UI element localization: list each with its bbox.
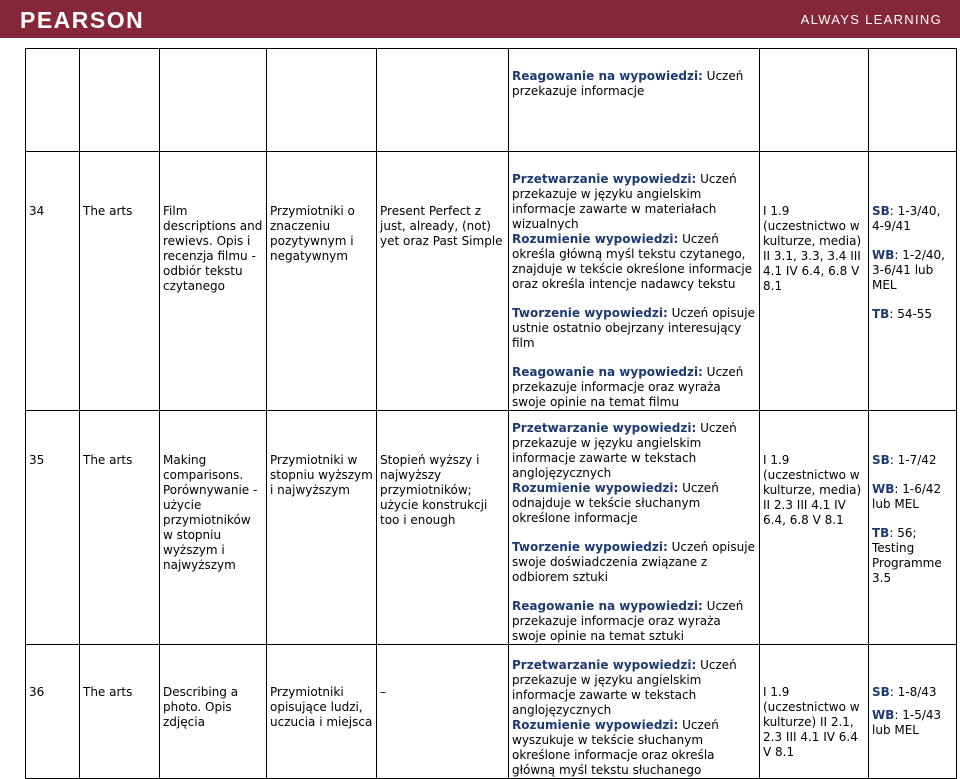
skill-entry (512, 421, 756, 481)
skill-entry (512, 232, 756, 292)
materials-cell (869, 411, 957, 645)
curriculum-references: I 1.9 (uczestnictwo w kulturze, media) II 2.3 III 4.1 IV 6.4, 6.8 V 8.1 (760, 411, 869, 645)
skill-label: Tworzenie wypowiedzi: (512, 306, 668, 320)
material-text: : 1-3/40, 4-9/41 (872, 204, 941, 233)
material-label: SB (872, 453, 890, 467)
cell-empty (80, 49, 160, 152)
skills-cell (509, 49, 760, 152)
skill-text: Uczeń przekazuje w języku angielskim informacje zawarte w materiałach wizualnych (512, 172, 737, 231)
material-entry (872, 204, 953, 234)
material-text: : 1-5/43 lub MEL (872, 708, 942, 737)
material-text: : 1-7/42 (889, 453, 937, 467)
lesson-number: 34 (26, 152, 80, 411)
material-text: : 54-55 (889, 307, 933, 321)
cell-empty (267, 49, 377, 152)
material-label: TB (872, 526, 890, 540)
cell-empty (377, 49, 509, 152)
skill-label: Przetwarzanie wypowiedzi: (512, 658, 697, 672)
brand-tagline: ALWAYS LEARNING (800, 12, 942, 27)
skill-label: Rozumienie wypowiedzi: (512, 718, 679, 732)
material-entry (872, 453, 953, 468)
lesson-grammar: – (377, 645, 509, 779)
skill-entry (512, 365, 756, 410)
skill-entry (512, 599, 756, 644)
material-entry (872, 685, 953, 700)
lesson-grammar: Stopień wyższy i najwyższy przymiotników; użycie konstrukcji too i enough (377, 411, 509, 645)
table-row (26, 49, 957, 152)
material-label: SB (872, 685, 890, 699)
material-label: WB (872, 248, 895, 262)
skills-cell (509, 152, 760, 411)
table-row (26, 411, 957, 645)
skill-entry (512, 540, 756, 585)
skill-entry (512, 172, 756, 232)
lesson-vocabulary: Przymiotniki opisujące ludzi, uczucia i miejsca (267, 645, 377, 779)
skill-entry (512, 658, 756, 718)
lesson-title: Describing a photo. Opis zdjęcia (160, 645, 267, 779)
skill-text: Uczeń określa główną myśl tekstu czytanego, znajduje w tekście określone informacje oraz określa intencje nadawcy tekstu (512, 232, 753, 291)
skill-text: Uczeń przekazuje informacje oraz wyraża swoje opinie na temat sztuki (512, 599, 744, 643)
skill-label: Rozumienie wypowiedzi: (512, 481, 679, 495)
skill-entry (512, 481, 756, 526)
table-row (26, 645, 957, 779)
lesson-vocabulary: Przymiotniki o znaczeniu pozytywnym i negatywnym (267, 152, 377, 411)
skill-label: Reagowanie na wypowiedzi: (512, 69, 703, 83)
material-label: TB (872, 307, 890, 321)
skill-entry (512, 718, 756, 778)
material-entry (872, 248, 953, 293)
skill-label: Przetwarzanie wypowiedzi: (512, 421, 697, 435)
lesson-grammar: Present Perfect z just, already, (not) yet oraz Past Simple (377, 152, 509, 411)
material-text: : 56; Testing Programme 3.5 (872, 526, 942, 585)
skill-text: Uczeń odnajduje w tekście słuchanym określone informacje (512, 481, 719, 525)
lesson-topic: The arts (80, 411, 160, 645)
material-entry (872, 307, 953, 322)
lesson-number: 35 (26, 411, 80, 645)
material-text: : 1-6/42 lub MEL (872, 482, 942, 511)
pearson-logo: PEARSON (20, 7, 145, 33)
material-entry (872, 526, 953, 586)
lesson-title: Film descriptions and rewievs. Opis i recenzja filmu - odbiór tekstu czytanego (160, 152, 267, 411)
skills-cell (509, 411, 760, 645)
cell-empty (26, 49, 80, 152)
material-label: WB (872, 708, 895, 722)
skills-cell (509, 645, 760, 779)
skill-label: Reagowanie na wypowiedzi: (512, 599, 703, 613)
skill-label: Rozumienie wypowiedzi: (512, 232, 679, 246)
skill-text: Uczeń przekazuje w języku angielskim informacje zawarte w tekstach anglojęzycznych (512, 421, 737, 480)
skill-text: Uczeń opisuje ustnie ostatnio obejrzany interesujący film (512, 306, 755, 350)
material-text: : 1-8/43 (889, 685, 937, 699)
material-text: : 1-2/40, 3-6/41 lub MEL (872, 248, 945, 292)
pearson-header (0, 0, 960, 38)
lesson-title: Making comparisons. Porównywanie - użycie przymiotników w stopniu wyższym i najwyższym (160, 411, 267, 645)
skill-entry (512, 69, 756, 99)
cell-empty (160, 49, 267, 152)
skill-text: Uczeń opisuje swoje doświadczenia związane z odbiorem sztuki (512, 540, 755, 584)
material-label: SB (872, 204, 890, 218)
curriculum-references: I 1.9 (uczestnictwo w kulturze) II 2.1, 2.3 III 4.1 IV 6.4 V 8.1 (760, 645, 869, 779)
materials-cell (869, 152, 957, 411)
material-entry (872, 482, 953, 512)
skill-label: Przetwarzanie wypowiedzi: (512, 172, 697, 186)
skill-entry (512, 306, 756, 351)
material-entry (872, 708, 953, 738)
lesson-topic: The arts (80, 152, 160, 411)
skill-text: Uczeń wyszukuje w tekście słuchanym określone informacje oraz określa główną myśl tekstu słuchanego (512, 718, 719, 777)
material-label: WB (872, 482, 895, 496)
lesson-topic: The arts (80, 645, 160, 779)
cell-empty (869, 49, 957, 152)
materials-cell (869, 645, 957, 779)
table-row (26, 152, 957, 411)
lesson-number: 36 (26, 645, 80, 779)
cell-empty (760, 49, 869, 152)
skill-text: Uczeń przekazuje informacje oraz wyraża swoje opinie na temat filmu (512, 365, 744, 409)
skill-text: Uczeń przekazuje informacje (512, 69, 744, 98)
lesson-vocabulary: Przymiotniki w stopniu wyższym i najwyższym (267, 411, 377, 645)
skill-text: Uczeń przekazuje w języku angielskim informacje zawarte w tekstach anglojęzycznych (512, 658, 737, 717)
curriculum-references: I 1.9 (uczestnictwo w kulturze, media) II 3.1, 3.3, 3.4 III 4.1 IV 6.4, 6.8 V 8.1 (760, 152, 869, 411)
skill-label: Reagowanie na wypowiedzi: (512, 365, 703, 379)
skill-label: Tworzenie wypowiedzi: (512, 540, 668, 554)
curriculum-table (25, 48, 957, 779)
